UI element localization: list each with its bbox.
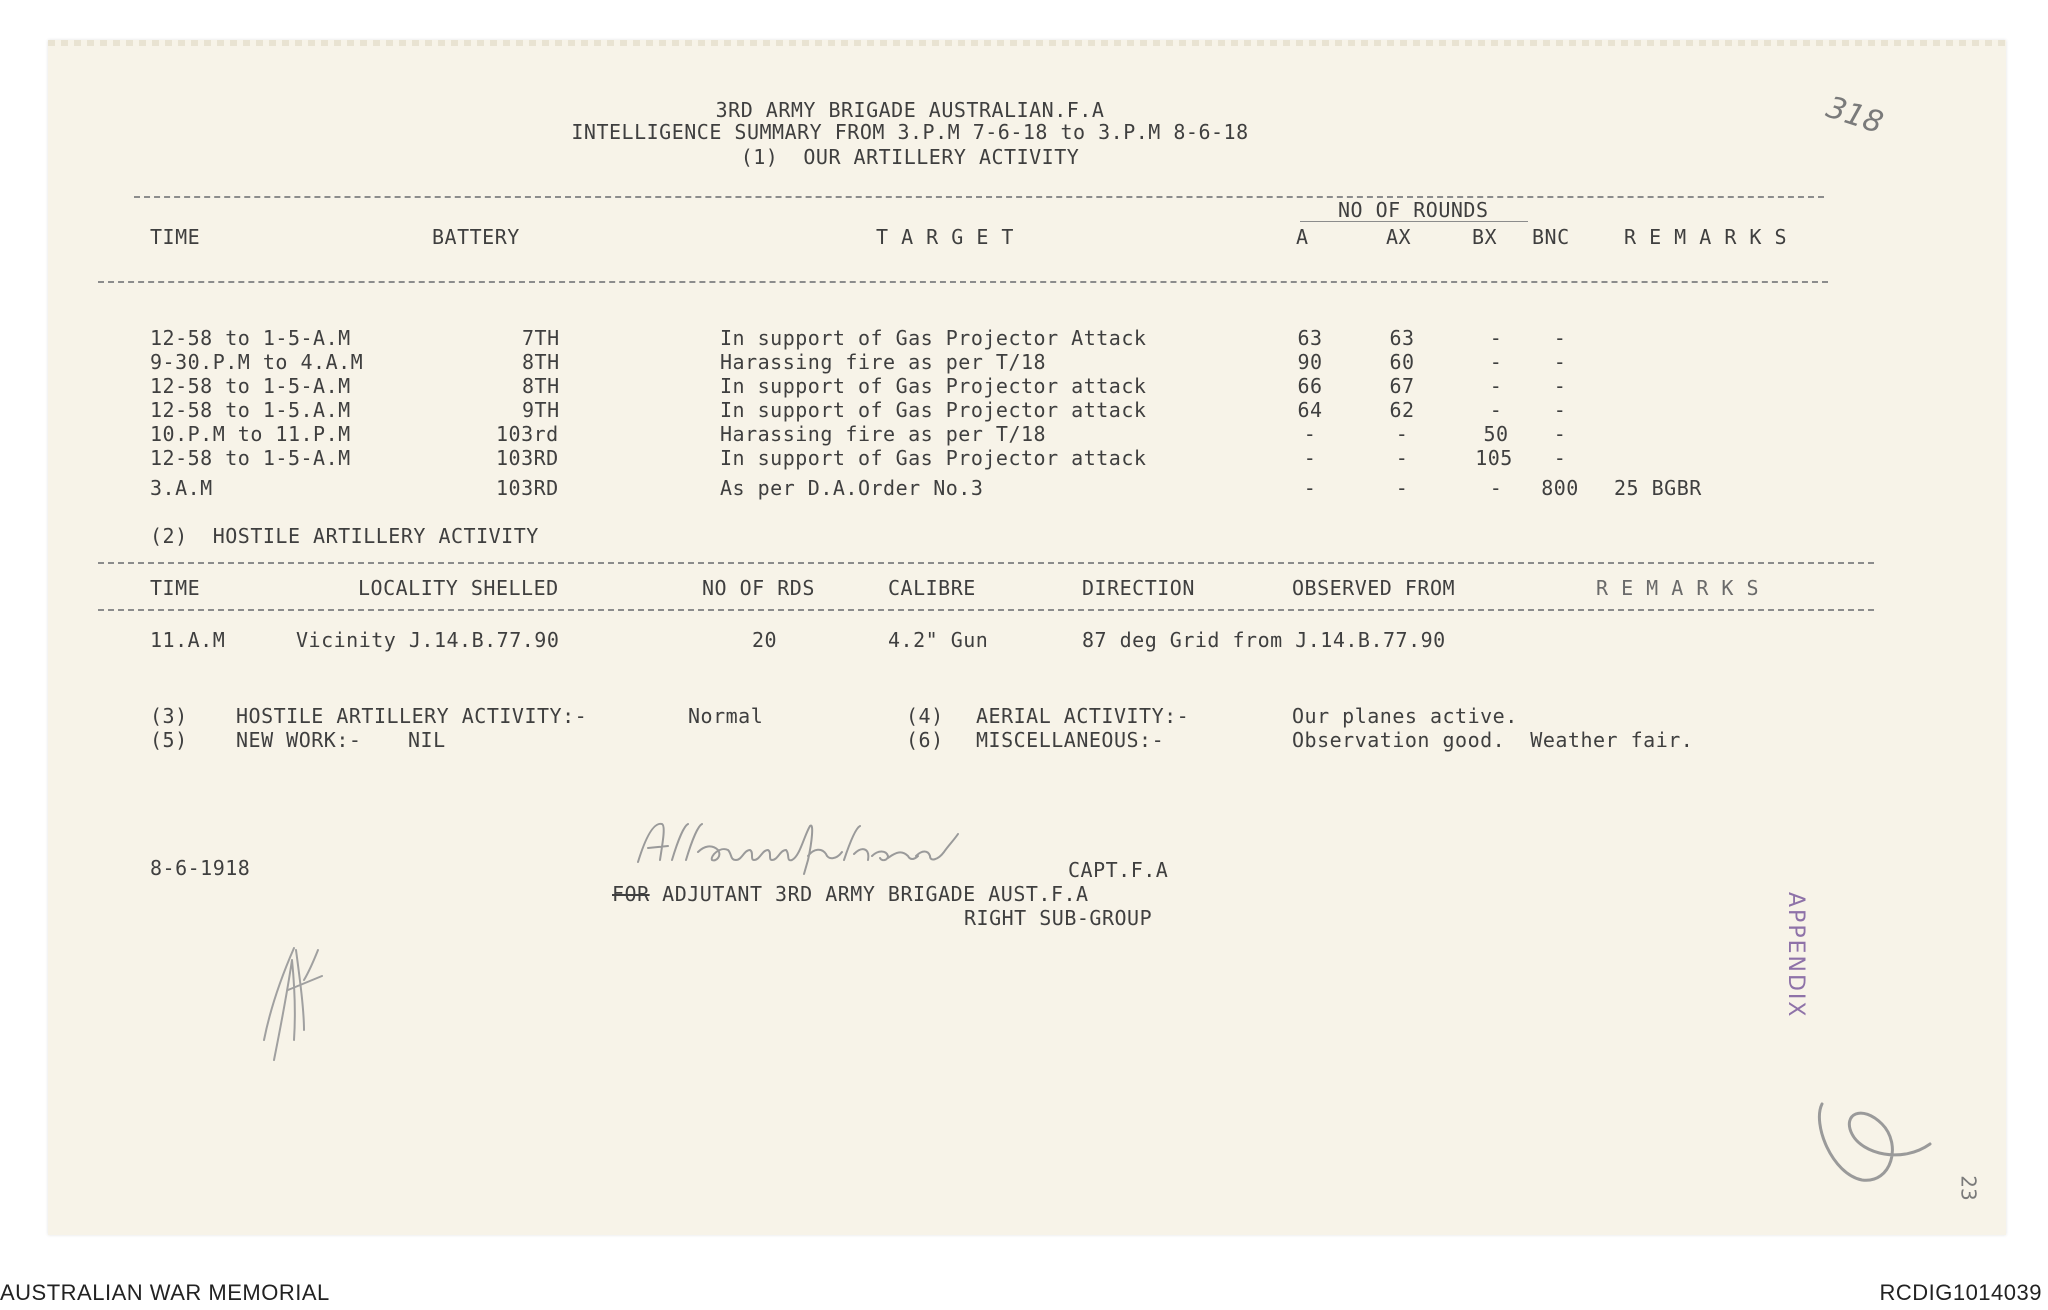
row-rounds-ax: - <box>1395 476 1409 500</box>
s2-row-calibre: 4.2" Gun <box>888 628 989 652</box>
item4-label: AERIAL ACTIVITY:- <box>976 704 1190 728</box>
item4-number: (4) <box>906 704 944 728</box>
signoff-line-3: RIGHT SUB-GROUP <box>964 906 1153 930</box>
row-target: Harassing fire as per T/18 <box>720 350 1047 374</box>
row-target: In support of Gas Projector attack <box>720 374 1147 398</box>
col-header-a: A <box>1296 225 1309 249</box>
handwritten-mark <box>1802 1084 1942 1194</box>
row-battery: 103RD <box>496 476 559 500</box>
row-rounds-bx: - <box>1489 374 1503 398</box>
item5-value: NIL <box>408 728 446 752</box>
row-target: In support of Gas Projector attack <box>720 398 1147 422</box>
col-header-remarks: R E M A R K S <box>1624 225 1788 249</box>
row-rounds-bx: - <box>1489 476 1503 500</box>
row-rounds-bnc: 800 <box>1541 476 1579 500</box>
row-time: 9-30.P.M to 4.A.M <box>150 350 364 374</box>
initials-scribble <box>234 920 344 1070</box>
row-target: In support of Gas Projector Attack <box>720 326 1147 350</box>
signoff-adjutant: ADJUTANT 3RD ARMY BRIGADE AUST.F.A <box>649 882 1089 906</box>
s2-col-header-direction: DIRECTION <box>1082 576 1195 600</box>
col-header-target: T A R G E T <box>876 225 1014 249</box>
item3-label: HOSTILE ARTILLERY ACTIVITY:- <box>236 704 588 728</box>
appendix-stamp: APPENDIX <box>1783 892 1808 1019</box>
signoff-rank: CAPT.F.A <box>1068 858 1169 882</box>
section2-title: (2) HOSTILE ARTILLERY ACTIVITY <box>150 524 539 548</box>
header-line-3: (1) OUR ARTILLERY ACTIVITY <box>740 145 1080 169</box>
row-rounds-bnc: - <box>1553 398 1567 422</box>
row-remarks: 25 BGBR <box>1614 476 1702 500</box>
footer-left: AUSTRALIAN WAR MEMORIAL <box>0 1280 330 1305</box>
s2-col-header-time: TIME <box>150 576 201 600</box>
row-rounds-ax: 67 <box>1389 374 1415 398</box>
row-rounds-ax: - <box>1395 422 1409 446</box>
s2-row-direction: 87 deg Grid from J.14.B.77.90 <box>1082 628 1446 652</box>
row-time: 12-58 to 1-5-A.M <box>150 374 351 398</box>
row-target: As per D.A.Order No.3 <box>720 476 984 500</box>
row-rounds-a: - <box>1303 446 1317 470</box>
col-header-bnc: BNC <box>1532 225 1570 249</box>
row-time: 12-58 to 1-5.A.M <box>150 398 351 422</box>
col-header-time: TIME <box>150 225 201 249</box>
s2-col-header-locality: LOCALITY SHELLED <box>358 576 559 600</box>
row-rounds-a: - <box>1303 422 1317 446</box>
row-rounds-bnc: - <box>1553 374 1567 398</box>
item5-number: (5) <box>150 728 188 752</box>
s2-col-header-remarks: R E M A R K S <box>1596 576 1760 600</box>
row-time: 3.A.M <box>150 476 213 500</box>
row-battery: 8TH <box>522 374 560 398</box>
item3-value: Normal <box>688 704 764 728</box>
table2-top-rule <box>98 562 1874 564</box>
row-target: In support of Gas Projector attack <box>720 446 1147 470</box>
folio-number-top: 318 <box>1821 90 1888 141</box>
row-rounds-bx: 105 <box>1475 446 1513 470</box>
s2-row-rds: 20 <box>752 628 778 652</box>
row-rounds-bx: - <box>1489 350 1503 374</box>
item3-number: (3) <box>150 704 188 728</box>
item5-label: NEW WORK:- <box>236 728 362 752</box>
row-rounds-ax: 63 <box>1389 326 1415 350</box>
item4-value: Our planes active. <box>1292 704 1518 728</box>
row-rounds-bx: 50 <box>1483 422 1509 446</box>
row-time: 12-58 to 1-5-A.M <box>150 326 351 350</box>
col-header-ax: AX <box>1386 225 1412 249</box>
row-rounds-ax: - <box>1395 446 1409 470</box>
row-rounds-bnc: - <box>1553 350 1567 374</box>
row-rounds-a: - <box>1303 476 1317 500</box>
rounds-group-label: NO OF ROUNDS <box>1338 198 1489 222</box>
row-rounds-bnc: - <box>1553 446 1567 470</box>
row-target: Harassing fire as per T/18 <box>720 422 1047 446</box>
row-rounds-a: 90 <box>1297 350 1323 374</box>
row-battery: 9TH <box>522 398 560 422</box>
signature-image <box>632 816 1012 876</box>
document-date: 8-6-1918 <box>150 856 251 880</box>
item6-value: Observation good. Weather fair. <box>1292 728 1694 752</box>
row-rounds-a: 64 <box>1297 398 1323 422</box>
header-line-1: 3RD ARMY BRIGADE AUSTRALIAN.F.A <box>715 98 1105 122</box>
footer-right: RCDIG1014039 <box>1879 1280 2042 1305</box>
s2-col-header-observed: OBSERVED FROM <box>1292 576 1456 600</box>
col-header-battery: BATTERY <box>432 225 520 249</box>
row-rounds-ax: 62 <box>1389 398 1415 422</box>
table1-top-rule <box>134 196 1824 198</box>
row-battery: 103rd <box>496 422 559 446</box>
s2-row-locality: Vicinity J.14.B.77.90 <box>296 628 560 652</box>
row-rounds-bnc: - <box>1553 422 1567 446</box>
item6-number: (6) <box>906 728 944 752</box>
row-rounds-bnc: - <box>1553 326 1567 350</box>
s2-col-header-calibre: CALIBRE <box>888 576 976 600</box>
row-battery: 103RD <box>496 446 559 470</box>
row-battery: 8TH <box>522 350 560 374</box>
signoff-line-2 <box>612 882 1089 906</box>
header-line-2: INTELLIGENCE SUMMARY FROM 3.P.M 7-6-18 to 3.P.M 8-6-18 <box>571 120 1249 144</box>
row-rounds-ax: 60 <box>1389 350 1415 374</box>
row-time: 12-58 to 1-5-A.M <box>150 446 351 470</box>
row-time: 10.P.M to 11.P.M <box>150 422 351 446</box>
item6-label: MISCELLANEOUS:- <box>976 728 1165 752</box>
col-header-bx: BX <box>1472 225 1498 249</box>
folio-number-bottom: 23 <box>1956 1175 1981 1201</box>
table1-header-rule <box>98 281 1828 283</box>
row-rounds-bx: - <box>1489 398 1503 422</box>
row-battery: 7TH <box>522 326 560 350</box>
row-rounds-bx: - <box>1489 326 1503 350</box>
s2-row-time: 11.A.M <box>150 628 226 652</box>
signoff-for-word: FOR <box>612 882 650 906</box>
s2-col-header-rds: NO OF RDS <box>702 576 815 600</box>
row-rounds-a: 66 <box>1297 374 1323 398</box>
row-rounds-a: 63 <box>1297 326 1323 350</box>
table2-header-rule <box>98 609 1874 611</box>
rounds-group-underline <box>1300 221 1528 222</box>
